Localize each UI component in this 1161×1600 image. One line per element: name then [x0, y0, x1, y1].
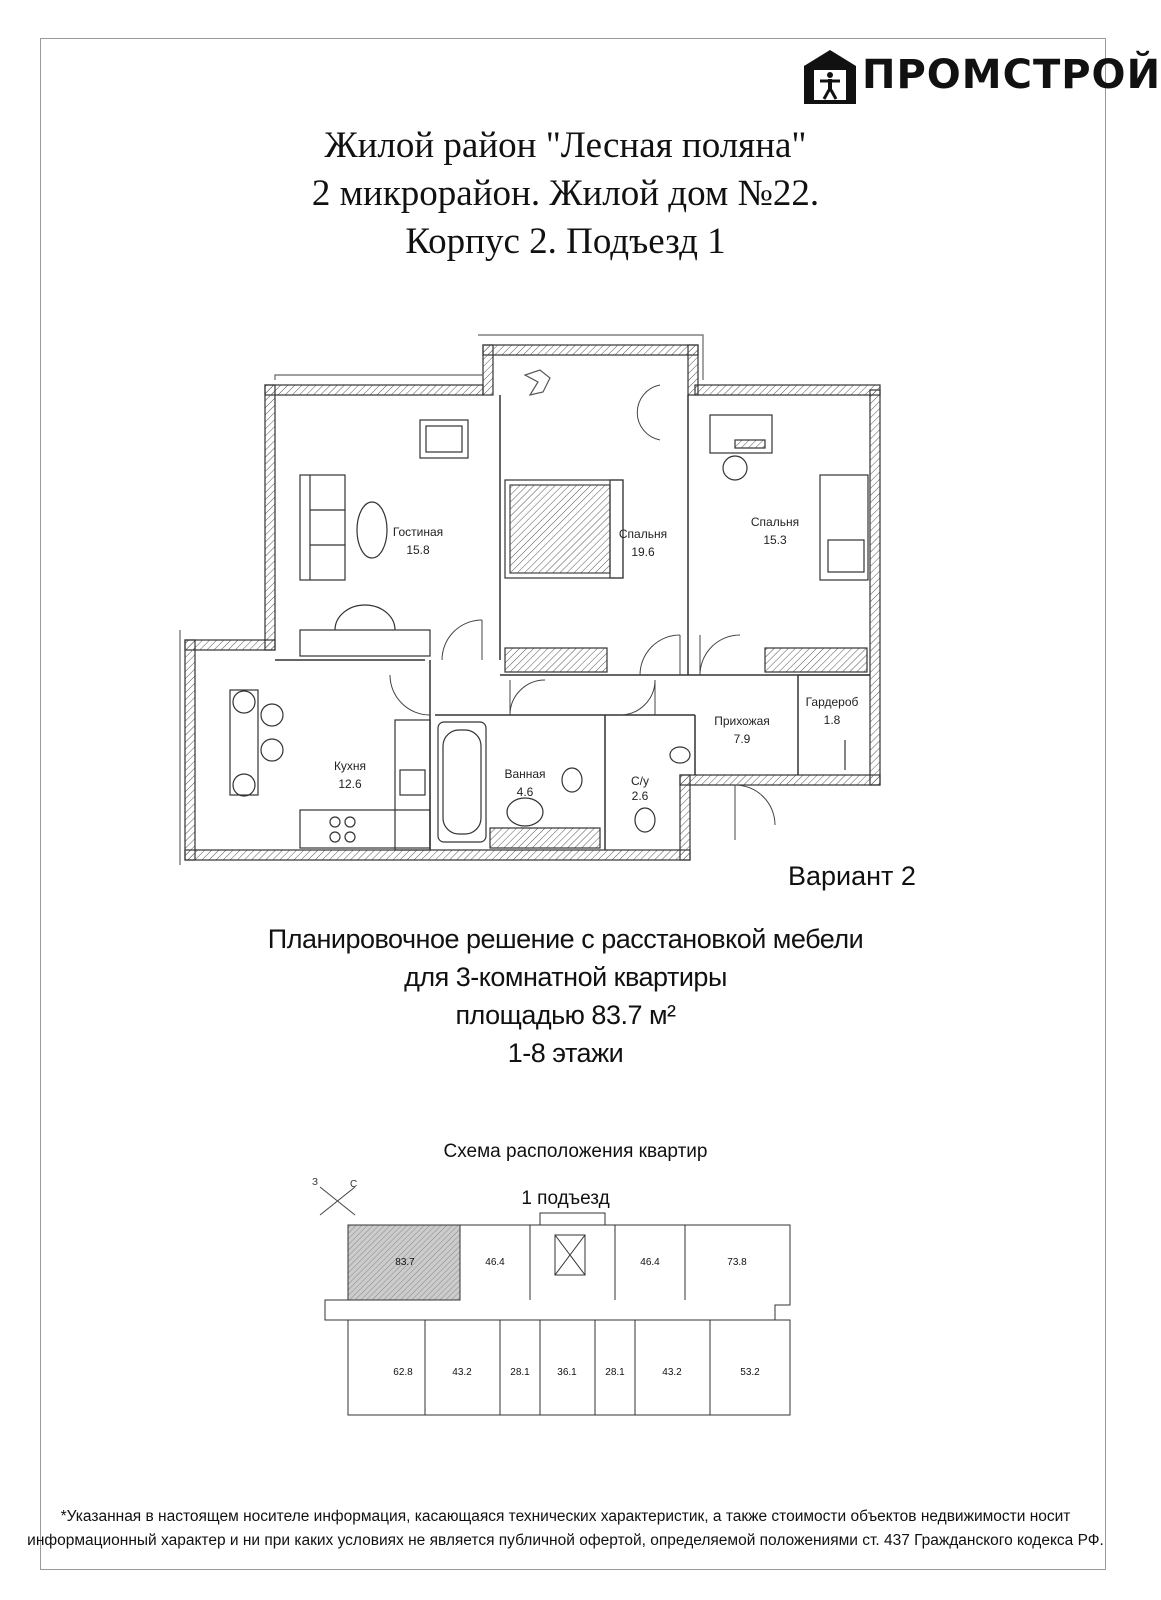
- room-area-hall: 7.9: [733, 732, 751, 746]
- room-label-kitchen: Кухня: [333, 759, 367, 773]
- house-person-icon: [804, 50, 856, 104]
- plan-description: [0, 920, 1131, 1072]
- page-title: [0, 122, 1131, 266]
- title-line-2: 2 микрорайон. Жилой дом №22.: [311, 173, 820, 214]
- apartment-area: 46.4: [485, 1257, 505, 1268]
- apartment-schema: [300, 1177, 820, 1495]
- single-bed: [820, 475, 868, 580]
- outer-walls: [185, 345, 880, 860]
- apartment-area: 73.8: [727, 1257, 747, 1268]
- room-label-bedroom-2: Спальня: [750, 515, 800, 529]
- apartment-area: 83.7: [395, 1257, 415, 1268]
- compass-west: З: [312, 1177, 319, 1188]
- room-area-living: 15.8: [406, 543, 430, 557]
- description-line-4: 1-8 этажи: [507, 1038, 624, 1068]
- apartment-area: 28.1: [510, 1367, 530, 1378]
- title-line-1: Жилой район "Лесная поляна": [324, 125, 807, 166]
- apartment-area: 43.2: [452, 1367, 472, 1378]
- apartment-area: 28.1: [605, 1367, 625, 1378]
- dining-table: [230, 690, 283, 796]
- description-line-3: площадью 83.7 м²: [455, 1000, 676, 1030]
- room-area-kitchen: 12.6: [338, 777, 362, 791]
- room-label-bedroom-1: Спальня: [618, 527, 668, 541]
- floor-plan: [180, 330, 900, 870]
- double-bed: [505, 480, 623, 578]
- room-area-bathroom: 4.6: [516, 785, 534, 799]
- compass-north: С: [350, 1179, 358, 1190]
- description-line-1: Планировочное решение с расстановкой мебели: [267, 924, 864, 954]
- room-label-wc: С/у: [631, 774, 649, 788]
- description-line-2: для 3-комнатной квартиры: [404, 962, 727, 992]
- variant-label: Вариант 2: [788, 861, 916, 891]
- plant-icon: [525, 370, 550, 395]
- apartment-area: 53.2: [740, 1367, 760, 1378]
- footnote-line-1: *Указанная в настоящем носителе информация, касающаяся технических характеристик, а также стоимости объектов недвижимости носит: [60, 1508, 1071, 1525]
- title-line-3: Корпус 2. Подъезд 1: [405, 221, 726, 262]
- room-label-bathroom: Ванная: [504, 767, 546, 781]
- room-label-hall: Прихожая: [714, 714, 770, 728]
- desk: [710, 415, 772, 480]
- room-area-bedroom-2: 15.3: [763, 533, 787, 547]
- room-area-wardrobe: 1.8: [823, 713, 841, 727]
- room-label-living: Гостиная: [392, 525, 444, 539]
- room-area-bedroom-1: 19.6: [631, 545, 655, 559]
- apartment-area: 43.2: [662, 1367, 682, 1378]
- apartment-area: 36.1: [557, 1367, 577, 1378]
- footnote-line-2: информационный характер и ни при каких условиях не является публичной офертой, определяемой положениями ст. 437 Гражданского кодекса РФ.: [27, 1532, 1104, 1549]
- apartment-area: 46.4: [640, 1257, 660, 1268]
- entrance-label: 1 подъезд: [521, 1188, 610, 1209]
- disclaimer-footnote: [0, 1505, 1131, 1553]
- wardrobe-bedroom-1: [505, 648, 607, 672]
- room-label-wardrobe: Гардероб: [805, 695, 859, 709]
- apartment-area: 62.8: [393, 1367, 413, 1378]
- kitchen-counter: [300, 720, 430, 850]
- brand-name: ПРОМСТРОЙ: [862, 52, 1161, 98]
- schema-title: Схема расположения квартир: [443, 1141, 708, 1162]
- wardrobe-bedroom-2: [765, 648, 867, 672]
- room-area-wc: 2.6: [631, 789, 649, 803]
- bathtub: [438, 722, 486, 842]
